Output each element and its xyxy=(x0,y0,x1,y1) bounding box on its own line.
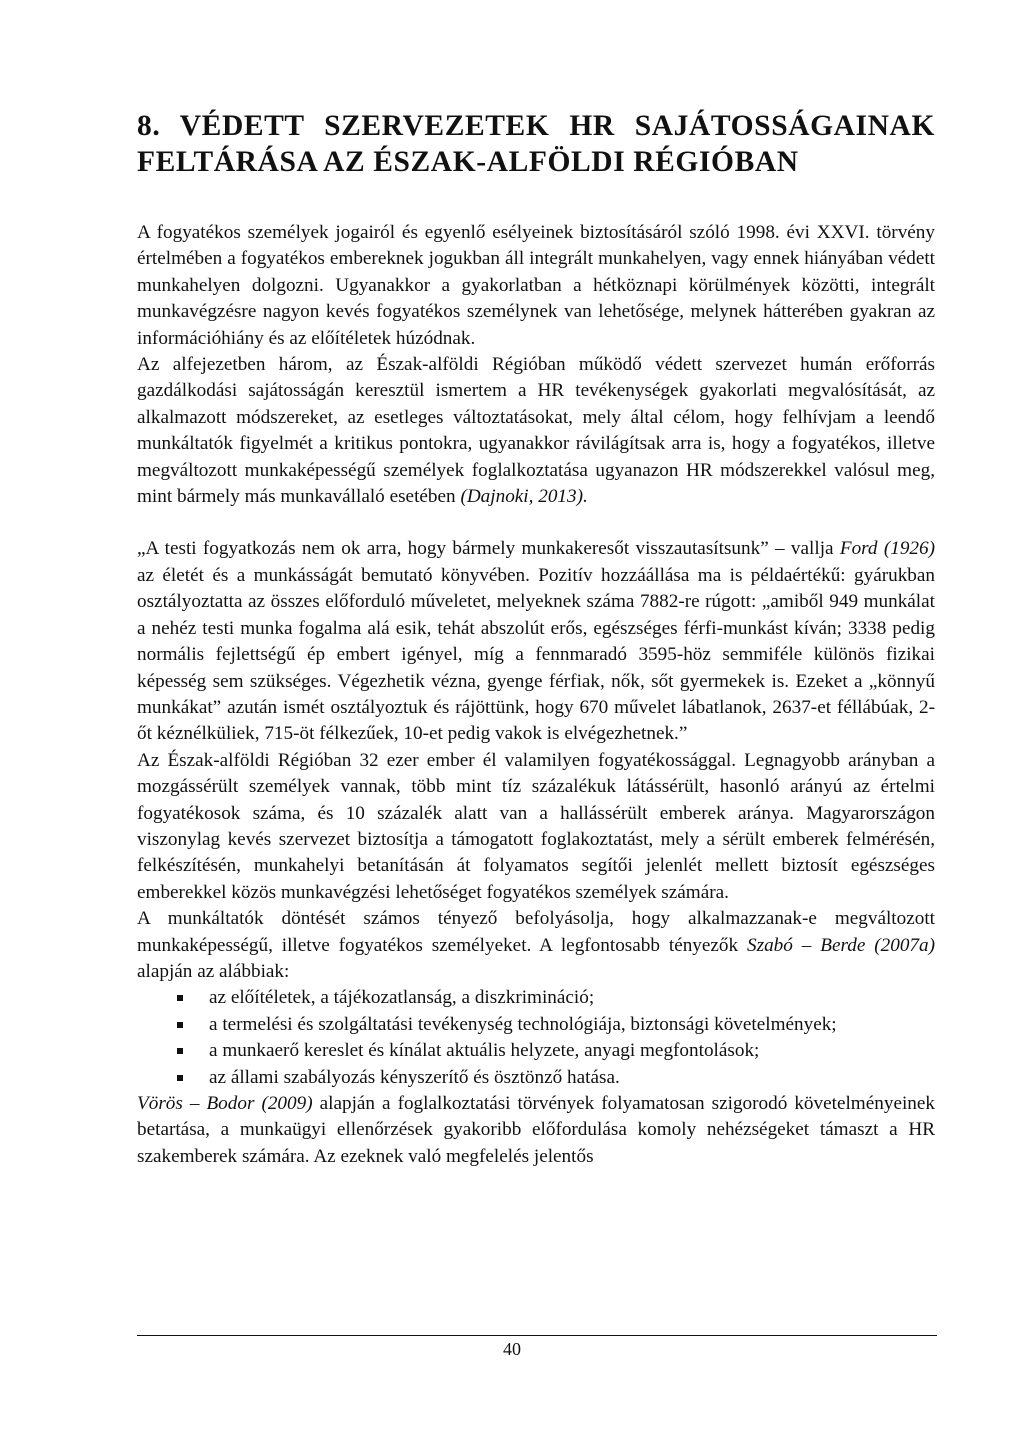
employer-factors-lead: A munkáltatók döntését számos tényező befolyásolja, hogy alkalmazzanak-e megváltozott munkaképességű, illetve fogyatékos személyeket. A legfontosabb tényezők xyxy=(137,908,935,956)
bullet-icon xyxy=(177,1022,183,1028)
ford-quote-opening: „A testi fogyatkozás nem ok arra, hogy bármely munkakeresőt visszautasítsunk” – vallja xyxy=(137,538,840,560)
paragraph-region-statistics: Az Észak-alföldi Régióban 32 ezer ember él valamilyen fogyatékossággal. Legnagyobb arányban a mozgássérült személyek vannak, több mint tíz százalékuk látássérült, hasonló arányú az értelmi fogyatékosok száma, és 10 százalék alatt van a hallássérült emberek aránya. Magyarországon viszonylag kevés szervezet biztosítja a támogatott foglakoztatást, mely a sérült emberek felmérésén, felkészítésén, munkahelyi betanításán át folyamatos segítői jelenlét mellett biztosít egészséges emberekkel közös munkavégzési lehetőséget fogyatékos személyek számára. xyxy=(137,749,935,903)
citation-ford: Ford (1926) xyxy=(839,538,935,560)
list-item-text: az előítéletek, a tájékozatlanság, a diszkrimináció; xyxy=(209,987,595,1009)
citation-voros-bodor: Vörös – Bodor (2009) xyxy=(137,1093,313,1114)
chapter-title: VÉDETT SZERVEZETEK HR SAJÁTOSSÁGAINAK FELTÁRÁSA AZ ÉSZAK-ALFÖLDI RÉGIÓBAN xyxy=(137,110,935,178)
ford-quote-body: az életét és a munkásságát bemutató könyvében. Pozitív hozzáállása ma is példaértékű: gyárukban osztályoztatta az összes előforduló műveletet, melyeknek száma 7882-re rúgott: „amiből 949 munkálat a nehéz testi munka fogalma alá esik, tehát abszolút erős, egészséges férfi-munkást kíván; 3338 pedig normális fejlettségű ép embert igényel, míg a fennmaradó 3595-höz semmiféle különös fizikai képesség sem szükséges. Végezhetik vézna, gyenge férfiak, nők, sőt gyermekek is. Ezeket a „könnyű munkákat” azután ismét osztályoztuk és rájöttünk, hogy 670 művelet lábatlanok, 2637-et féllábúak, 2-őt kéznélküliek, 715-öt félkezűek, 10-et pedig vakok is elvégezhetnek.” xyxy=(137,564,935,745)
paragraph-intro: A fogyatékos személyek jogairól és egyenlő esélyeinek biztosításáról szóló 1998. évi XXVI. törvény értelmében a fogyatékos embereknek jogukban áll integrált munkahelyen, vagy ennek hiányában védett munkahelyen dolgozni. Ugyanakkor a gyakorlatban a hétköznapi körülmények közötti, integrált munkavégzésre nagyon kevés fogyatékos személynek van lehetősége, melynek hátterében gyakran az információhiány és az előítéletek húzódnak. xyxy=(137,222,935,349)
list-item-text: az állami szabályozás kényszerítő és ösztönző hatása. xyxy=(209,1066,620,1088)
list-item xyxy=(137,1012,935,1038)
list-item xyxy=(137,1065,935,1091)
list-item-text: a termelési és szolgáltatási tevékenység technológiája, biztonsági követelmények; xyxy=(209,1013,837,1035)
bullet-icon xyxy=(177,995,183,1001)
factor-list xyxy=(137,985,935,1091)
paragraph-methodology xyxy=(137,352,935,510)
paragraph-employer-factors xyxy=(137,906,935,985)
paragraph-regulations xyxy=(137,1091,935,1170)
chapter-heading xyxy=(137,108,935,180)
footer-divider xyxy=(137,1335,937,1336)
citation-szabo-berde: Szabó – Berde (2007a) xyxy=(747,934,935,956)
employer-factors-tail: alapján az alábbiak: xyxy=(137,960,290,982)
list-item xyxy=(137,1038,935,1064)
paragraph-ford-quote xyxy=(137,536,935,747)
list-item-text: a munkaerő kereslet és kínálat aktuális helyzete, anyagi megfontolások; xyxy=(209,1040,760,1062)
document-page xyxy=(137,108,935,1170)
citation-dajnoki: (Dajnoki, 2013). xyxy=(460,486,588,508)
bullet-icon xyxy=(177,1075,183,1081)
paragraph-methodology-text: Az alfejezetben három, az Észak-alföldi Régióban működő védett szervezet humán erőforrás gazdálkodási sajátosságán keresztül ismertem a HR tevékenységek gyakorlati megvalósítását, az alkalmazott módszereket, az esetleges változtatásokat, mely által célom, hogy felhívjam a leendő munkáltatók figyelmét a kritikus pontokra, ugyanakkor rávilágítsak arra is, hogy a fogyatékos, illetve megváltozott munkaképességű személyek foglalkoztatása ugyanazon HR módszerekkel valósul meg, mint bármely más munkavállaló esetében xyxy=(137,354,935,508)
bullet-icon xyxy=(177,1048,183,1054)
page-number: 40 xyxy=(503,1339,521,1359)
chapter-number: 8. xyxy=(137,110,161,142)
list-item xyxy=(137,985,935,1011)
regulations-text: alapján a foglalkoztatási törvények folyamatosan szigorodó követelményeinek betartása, a munkaügyi ellenőrzések gyakoribb előfordulása komoly nehézségeket támaszt a HR szakemberek számára. Az ezeknek való megfelelés jelentős xyxy=(137,1093,935,1167)
